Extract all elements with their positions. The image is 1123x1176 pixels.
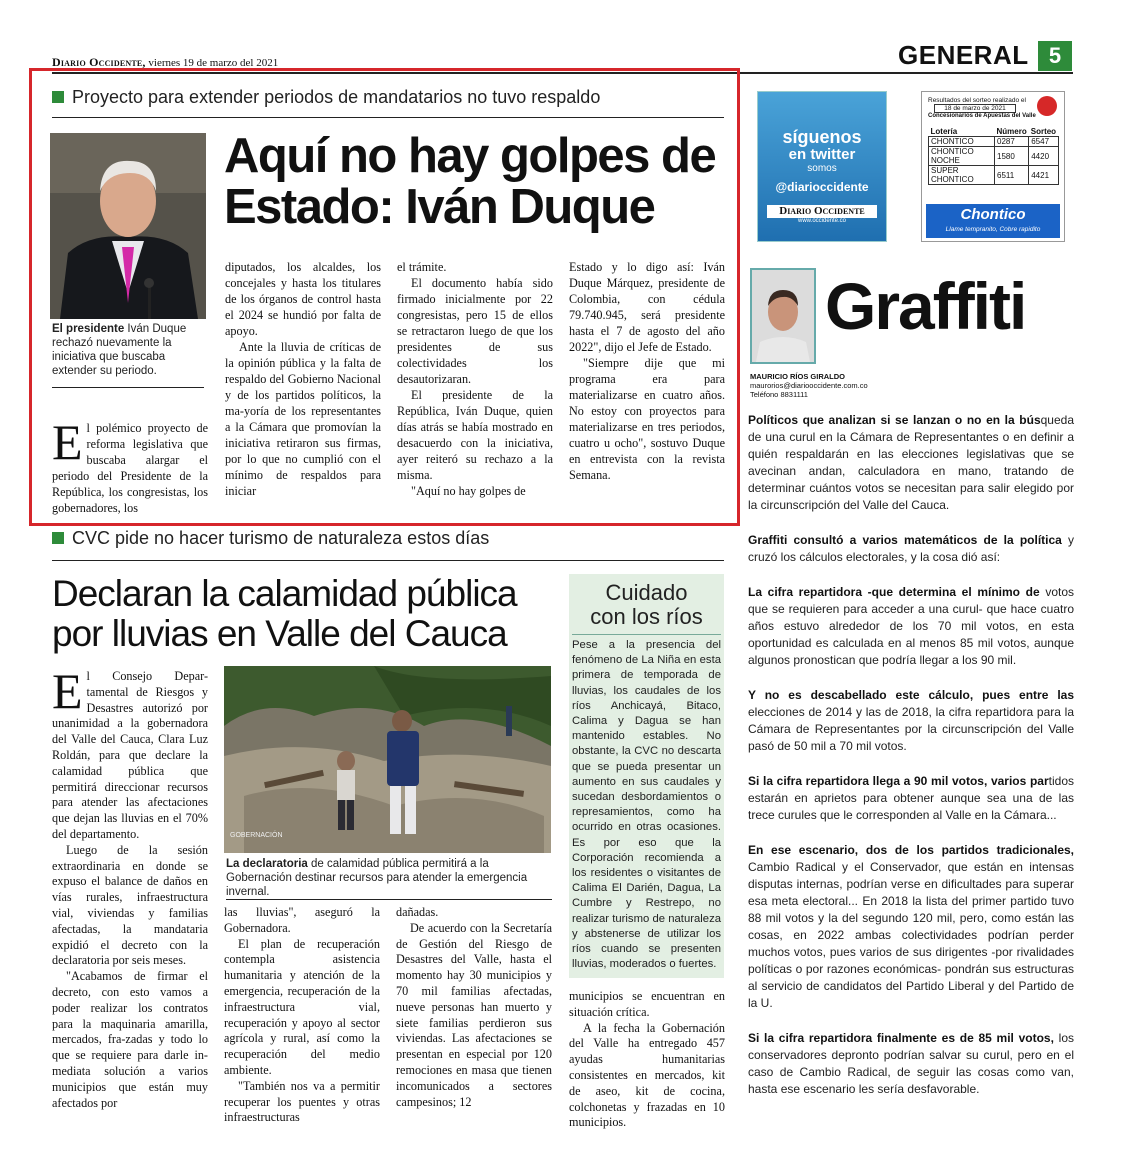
columnist-info: MAURICIO RÍOS GIRALDO maurorios@diariooccidente.com.co Teléfono 8831111 bbox=[750, 372, 868, 399]
columnist-photo bbox=[750, 268, 816, 364]
sidebar-text: Pese a la presencia del fenómeno de La Niña en esta primera de temporada de lluvias, los caudales de los ríos Anchicayá, Bitaco, Calima y Dagua se han mantenido estables. No obstante, la CVC no descarta que se pueda presentar un aumento en sus caudales y sucedan desbordamientos o represamientos, como ha ocurrido en otras ocasiones. Es por eso que la Corporación recomienda a los residentes o visitantes de Calima El Darién, Dagua, La Cumbre y Restrepo, no realizar turismo de naturaleza y abstenerse de utilizar los ríos cuando se presenten lluvias, moderados o fuertes. bbox=[572, 639, 721, 971]
article2-col2: las lluvias", aseguró la Gobernadora. El plan de recuperación contempla asistencia humanitaria y atención de la emergencia, recuperación de la infraestructura vial, recuperación y apoyo al sector agrícola y rural, así como la recuperación del medio ambiente. "También nos va a permitir recuperar los puentes y otras infraestructuras bbox=[224, 905, 380, 1125]
kicker-square-icon bbox=[52, 91, 64, 103]
kicker2-rule bbox=[52, 560, 724, 561]
graffiti-title: Graffiti bbox=[825, 269, 1026, 343]
article2-kicker: CVC pide no hacer turismo de naturaleza estos días bbox=[52, 528, 489, 549]
article2-headline: Declaran la calamidad pública por lluvias en Valle del Cauca bbox=[52, 573, 517, 654]
article2-caption: La declaratoria de calamidad pública permitirá a la Gobernación destinar recursos para atender la emergencia invernal. bbox=[226, 858, 528, 898]
kicker-rule bbox=[52, 117, 724, 118]
article1-col2: diputados, los alcaldes, los concejales y hasta los titulares de los órganos de control hasta el 2024 se hundió por falta de apoyo. Ante la lluvia de críticas de la opinión pública y la falta de respaldo del Gobierno Nacional y de los partidos políticos, la ma-yoría de los representantes a la Cámara que promovían la iniciativa retiraron sus firmas, por lo que no cumplió con el mínimo de respaldos para iniciar bbox=[225, 260, 381, 498]
article1-headline: Aquí no hay golpes de Estado: Iván Duque bbox=[224, 129, 716, 235]
article2-col1: El Consejo Depar-tamental de Riesgos y Desastres autorizó por unanimidad a la gobernadora del Valle del Cauca, Clara Luz Roldán, para que declare la calamidad pública que permitirá direccionar recursos para atender las afectaciones que dejan las lluvias en el 70% del departamento. Luego de la sesión extraordinaria en donde se expuso el balance de daños en vías rurales, infraestructura vial, viviendas y familias afectadas, la mandataria expidió el decreto con la declaratoria por seis meses. "Acabamos de firmar el decreto, con esto vamos a poder realizar los contratos para la maquinaria amarilla, mercados, fra-zadas y todo lo que se requiere para darle in-mediata solución a varios municipios que están muy afectados por bbox=[52, 663, 208, 1110]
duque-photo bbox=[50, 133, 206, 319]
issue-date: viernes 19 de marzo del 2021 bbox=[148, 57, 279, 69]
twitter-ad[interactable]: síguenos en twitter somos @diarioccidente Diario Occidente www.occidente.co bbox=[757, 91, 887, 242]
article1-col3: el trámite. El documento había sido firmado inicialmente por 22 congresistas, pero 15 de ellos se retractaron luego de que los presidentes de sus colectividades los desautorizaran. El presidente de la República, Iván Duque, quien días atrás se había mostrado en desacuerdo con la iniciativa, ayer reiteró su rechazo a la misma. "Aquí no hay golpes de bbox=[397, 260, 553, 498]
kicker-square-icon bbox=[52, 532, 64, 544]
caption2-rule bbox=[226, 899, 552, 900]
paper-name: Diario Occidente, bbox=[52, 55, 146, 69]
article1-caption: El presidente Iván Duque rechazó nuevamente la iniciativa que buscaba extender su periodo. bbox=[52, 323, 187, 377]
page-number: 5 bbox=[1038, 41, 1072, 71]
section-name: GENERAL bbox=[898, 40, 1029, 70]
sidebar-title: Cuidado con los ríos bbox=[590, 580, 703, 629]
chontico-banner: Chontico Llame tempranito, Cobre rapidito bbox=[926, 204, 1060, 238]
article1-kicker: Proyecto para extender periodos de mandatarios no tuvo respaldo bbox=[52, 87, 600, 108]
article1-col1: El polémico proyecto de reforma legislativa que buscaba alargar el periodo del Presidente de la República, los congresistas, los gobernadores, los bbox=[52, 414, 208, 515]
article2-col3: dañadas. De acuerdo con la Secretaría de Gestión del Riesgo de Desastres del Valle, hasta el momento hay 30 municipios y 70 mil familias afectadas, nueve personas han muerto y siete familias perdieron sus viviendas. Las afectaciones se presentan en especial por 120 remociones en masa que tienen incomunicados a sectores campesinos; 12 bbox=[396, 905, 552, 1109]
sidebar-rule bbox=[572, 634, 721, 635]
article1-col4: Estado y lo digo así: Iván Duque Márquez, presidente de Colombia, con cédula 79.740.945, será presidente hasta el 7 de agosto del año 2022", dijo el Jefe de Estado. "Siempre dije que mi programa era para materializarse en cuatro años. No estoy con proyectos para materializarse en tres periodos, cuatro u ocho", sostuvo Duque en entrevista con la revista Semana. bbox=[569, 260, 725, 482]
photo-credit: GOBERNACIÓN bbox=[230, 832, 283, 839]
lottery-results: Resultados del sorteo realizado el 18 de marzo de 2021 Concesionarios de Apuestas del Valle Lotería Número Sorteo CHONTICO 0287 6547 CHONTICO NOCHE 1580 4420 SUPER CHONTICO 6511 4421 Chontico Llame tempranito, Cobre rapidito bbox=[921, 91, 1065, 242]
caption-rule bbox=[52, 387, 204, 388]
article2-col4: municipios se encuentran en situación crítica. A la fecha la Gobernación del Valle ha entregado 457 ayudas humanitarias consistentes en mercados, kit de aseo, kit de cocina, colchonetas y frazadas en 10 municipios. bbox=[569, 989, 725, 1130]
graffiti-text: Políticos que analizan si se lanzan o no en la búsqueda de una curul en la Cámara de Representantes o en definir a quién respaldarán en las elecciones legislativas que se avecinan andan, calculadora en mano, tratando de determinar cuántos votos se necesitan para salir elegido por la circunscripción del Valle del Cauca. Graffiti consultó a varios matemáticos de la política y cruzó los cálculos electorales, y la cosa dió así: La cifra repartidora -que determina el mínimo de votos que se requieren para acceder a una curul- que hace cuatro años estuvo alrededor de los 70 mil votos, en esta oportunidad es calculada en al menos 85 mil votos, aunque algunos pronostican que podría llegar a los 90 mil. Y no es descabellado este cálculo, pues entre las elecciones de 2014 y las de 2018, la cifra repartidora para la Cámara de Representantes por la circunscripción del Valle pasó de 50 mil a 70 mil votos. Si la cifra repartidora llega a 90 mil votos, varios partidos estarán en aprietos para obtener aunque sea una de las trece curules que le corresponden al Valle en la Cámara... En ese escenario, dos de los partidos tradicionales, Cambio Radical y el Conservador, que están en intensas disputas internas, podrían verse en dificultades para superar esa meta electoral... En 2018 la lista del primer partido tuvo 88 mil votos y la del segundo 120 mil, pero, como están las cosas, en 2022 ambas colectividades podrían perder muchos votos, pues varios de sus dirigentes -por rivalidades políticas o por razones económicas- pondrán sus estructuras al servicio de candidatos del Partido Liberal y del Partido de la U. Si la cifra repartidora finalmente es de 85 mil votos, los conservadores depronto podrían salvar su curul, pero en el caso de Cambio Radical, de seguir las cosas como van, hasta ese escenario les sería desfavorable. bbox=[748, 413, 1075, 1096]
landslide-photo bbox=[224, 666, 551, 853]
lottery-logo-icon bbox=[1037, 96, 1057, 116]
twitter-ad-brand: Diario Occidente bbox=[767, 205, 877, 218]
lottery-table: Lotería Número Sorteo CHONTICO 0287 6547 CHONTICO NOCHE 1580 4420 SUPER CHONTICO 6511 4421 bbox=[930, 127, 1057, 184]
